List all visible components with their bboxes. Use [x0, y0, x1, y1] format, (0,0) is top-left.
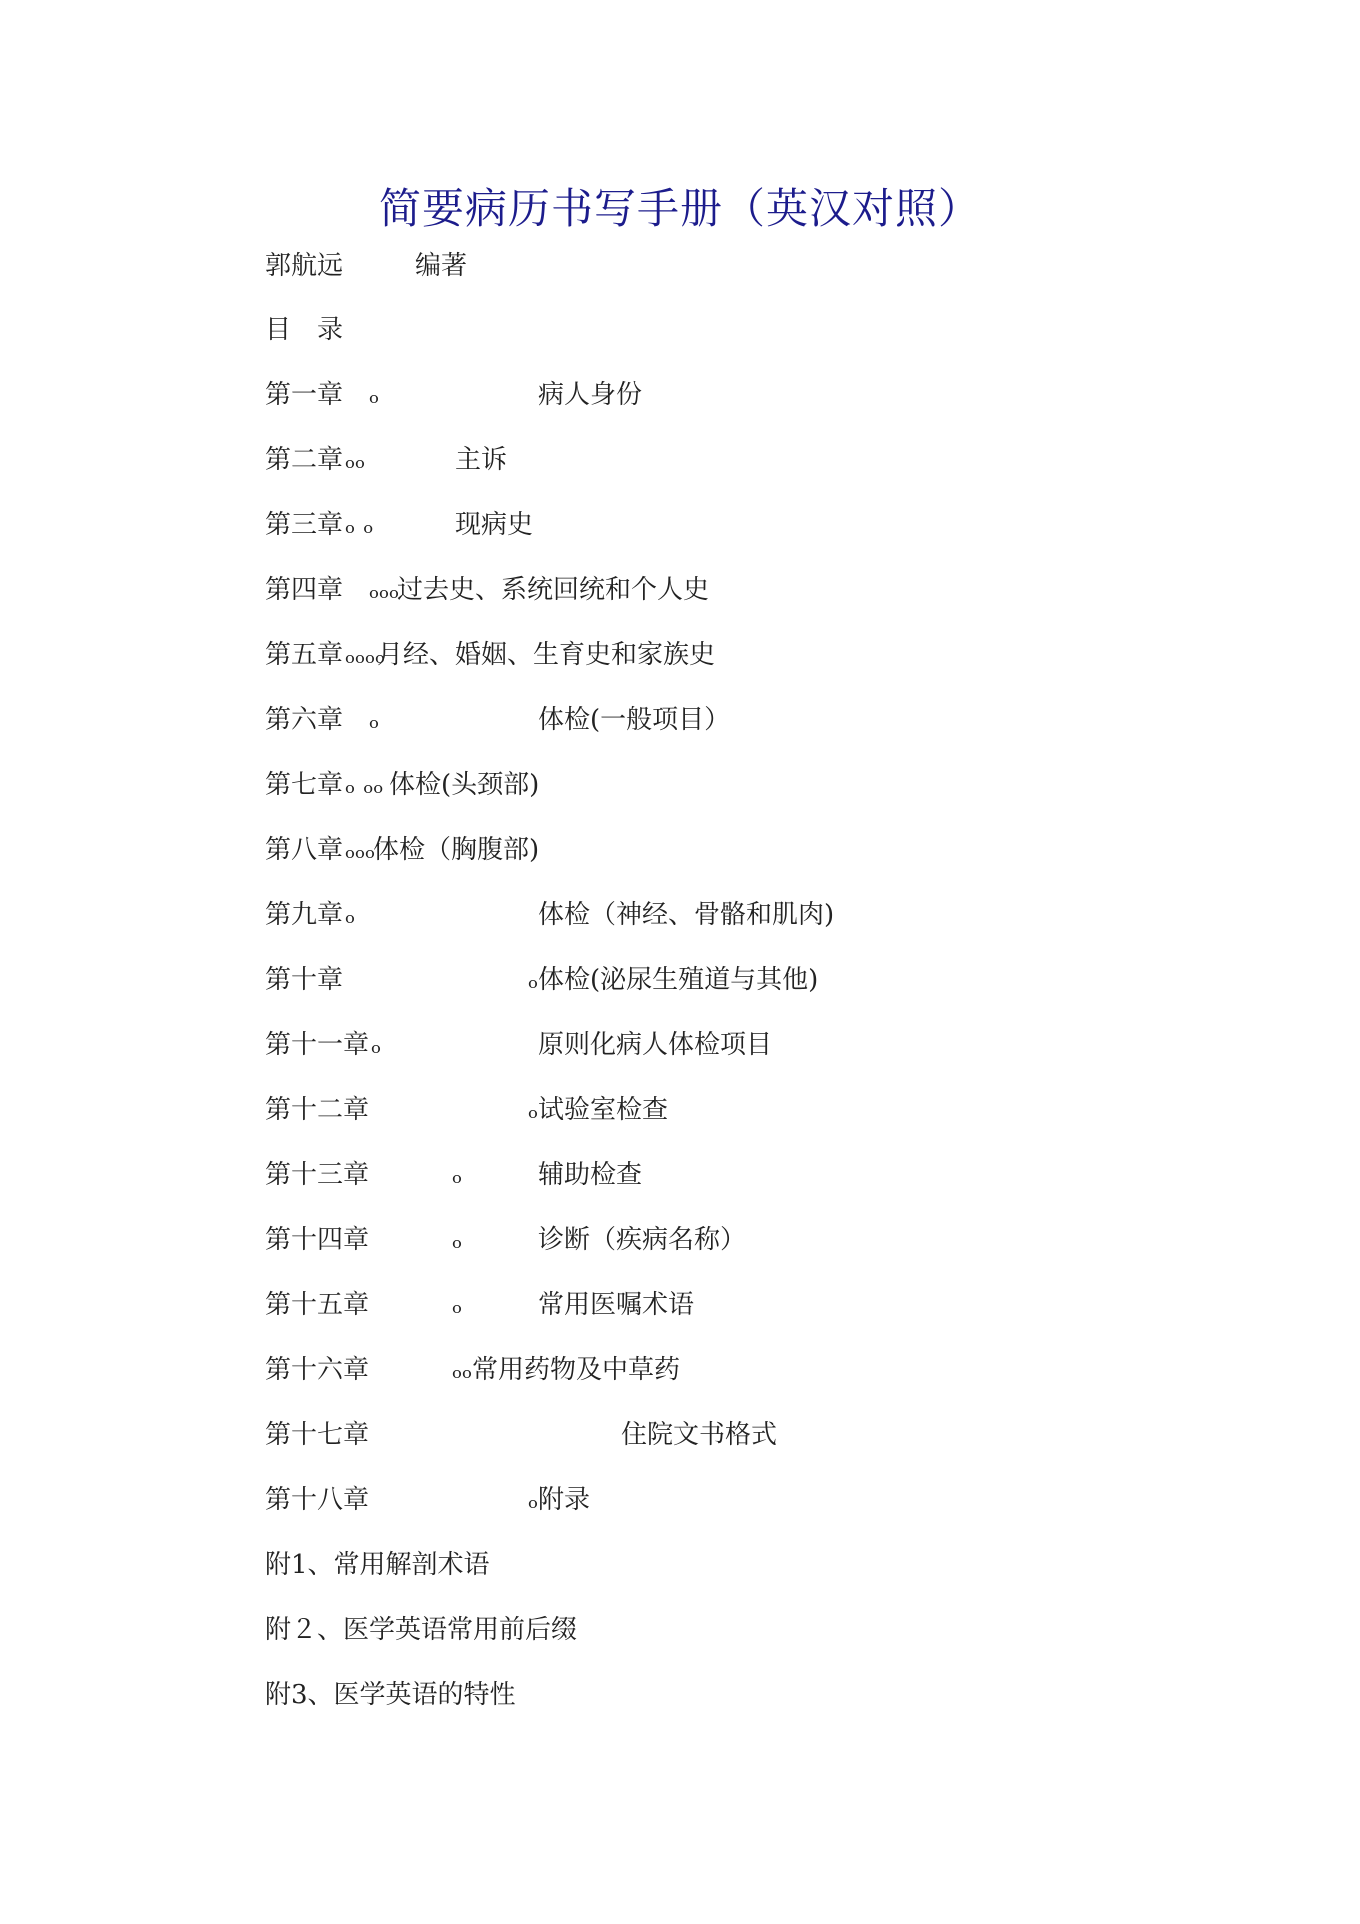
- chapter-name: 试验室检查: [538, 1095, 669, 1125]
- chapter-label: 第十七章: [265, 1420, 370, 1450]
- chapter-marker: ₒ ₒ: [345, 510, 374, 540]
- chapter-marker: ₒₒ: [345, 445, 366, 475]
- chapter-label: 第一章: [265, 380, 344, 410]
- chapter-name: 主诉: [455, 445, 508, 475]
- chapter-label: 第八章: [265, 835, 344, 865]
- chapter-marker: ₒ: [369, 705, 380, 735]
- chapter-label: 第十一章: [265, 1030, 370, 1060]
- chapter-name: 常用医嘱术语: [538, 1290, 695, 1320]
- chapter-label: 第九章: [265, 900, 344, 930]
- chapter-marker: ₒ ₒₒ: [345, 770, 384, 800]
- chapter-label: 第十三章: [265, 1160, 370, 1190]
- chapter-name: 住院文书格式: [621, 1420, 778, 1450]
- appendix-item[interactable]: 附1、常用解剖术语: [265, 1550, 490, 1580]
- chapter-label: 第二章: [265, 445, 344, 475]
- chapter-label: 第十二章: [265, 1095, 370, 1125]
- chapter-marker: ₒ: [452, 1160, 463, 1190]
- chapter-name: 体检(泌尿生殖道与其他): [538, 965, 819, 995]
- chapter-marker: ₒ: [369, 380, 380, 410]
- chapter-name: 月经、婚姻、生育史和家族史: [377, 640, 716, 670]
- chapter-name: 体检（胸腹部): [373, 835, 540, 865]
- chapter-label: 第七章: [265, 770, 344, 800]
- chapter-name: 体检(一般项目）: [538, 705, 731, 735]
- author-role: 编著: [415, 251, 468, 281]
- chapter-marker: ₒ: [371, 1030, 382, 1060]
- chapter-name: 原则化病人体检项目: [538, 1030, 773, 1060]
- chapter-label: 第五章: [265, 640, 344, 670]
- chapter-name: 附录: [538, 1485, 591, 1515]
- chapter-label: 第十八章: [265, 1485, 370, 1515]
- chapter-marker: ₒ: [452, 1225, 463, 1255]
- chapter-marker: ₒ: [345, 900, 356, 930]
- chapter-marker: ₒₒ: [452, 1355, 473, 1385]
- chapter-marker: ₒ: [528, 1095, 539, 1125]
- appendix-item[interactable]: 附3、医学英语的特性: [265, 1680, 516, 1710]
- chapter-marker: ₒₒₒ: [369, 575, 400, 605]
- appendix-item[interactable]: 附２、医学英语常用前后缀: [265, 1615, 578, 1645]
- chapter-name: 现病史: [455, 510, 534, 540]
- chapter-name: 辅助检查: [538, 1160, 643, 1190]
- chapter-name: 常用药物及中草药: [472, 1355, 681, 1385]
- chapter-name: 过去史、系统回统和个人史: [397, 575, 710, 605]
- chapter-label: 第六章: [265, 705, 344, 735]
- chapter-label: 第十章: [265, 965, 344, 995]
- chapter-marker: ₒₒₒₒ: [345, 640, 386, 670]
- chapter-marker: ₒₒₒ: [345, 835, 376, 865]
- chapter-name: 体检（神经、骨骼和肌肉): [538, 900, 835, 930]
- chapter-label: 第三章: [265, 510, 344, 540]
- chapter-name: 病人身份: [538, 380, 643, 410]
- chapter-label: 第十五章: [265, 1290, 370, 1320]
- toc-heading: 目 录: [265, 315, 344, 345]
- document-title: 简要病历书写手册（英汉对照）: [378, 184, 981, 233]
- author-name: 郭航远: [265, 251, 344, 281]
- chapter-label: 第十六章: [265, 1355, 370, 1385]
- chapter-marker: ₒ: [528, 965, 539, 995]
- chapter-name: 体检(头颈部): [389, 770, 540, 800]
- chapter-label: 第十四章: [265, 1225, 370, 1255]
- chapter-marker: ₒ: [528, 1485, 539, 1515]
- chapter-name: 诊断（疾病名称）: [538, 1225, 747, 1255]
- chapter-marker: ₒ: [452, 1290, 463, 1320]
- chapter-label: 第四章: [265, 575, 344, 605]
